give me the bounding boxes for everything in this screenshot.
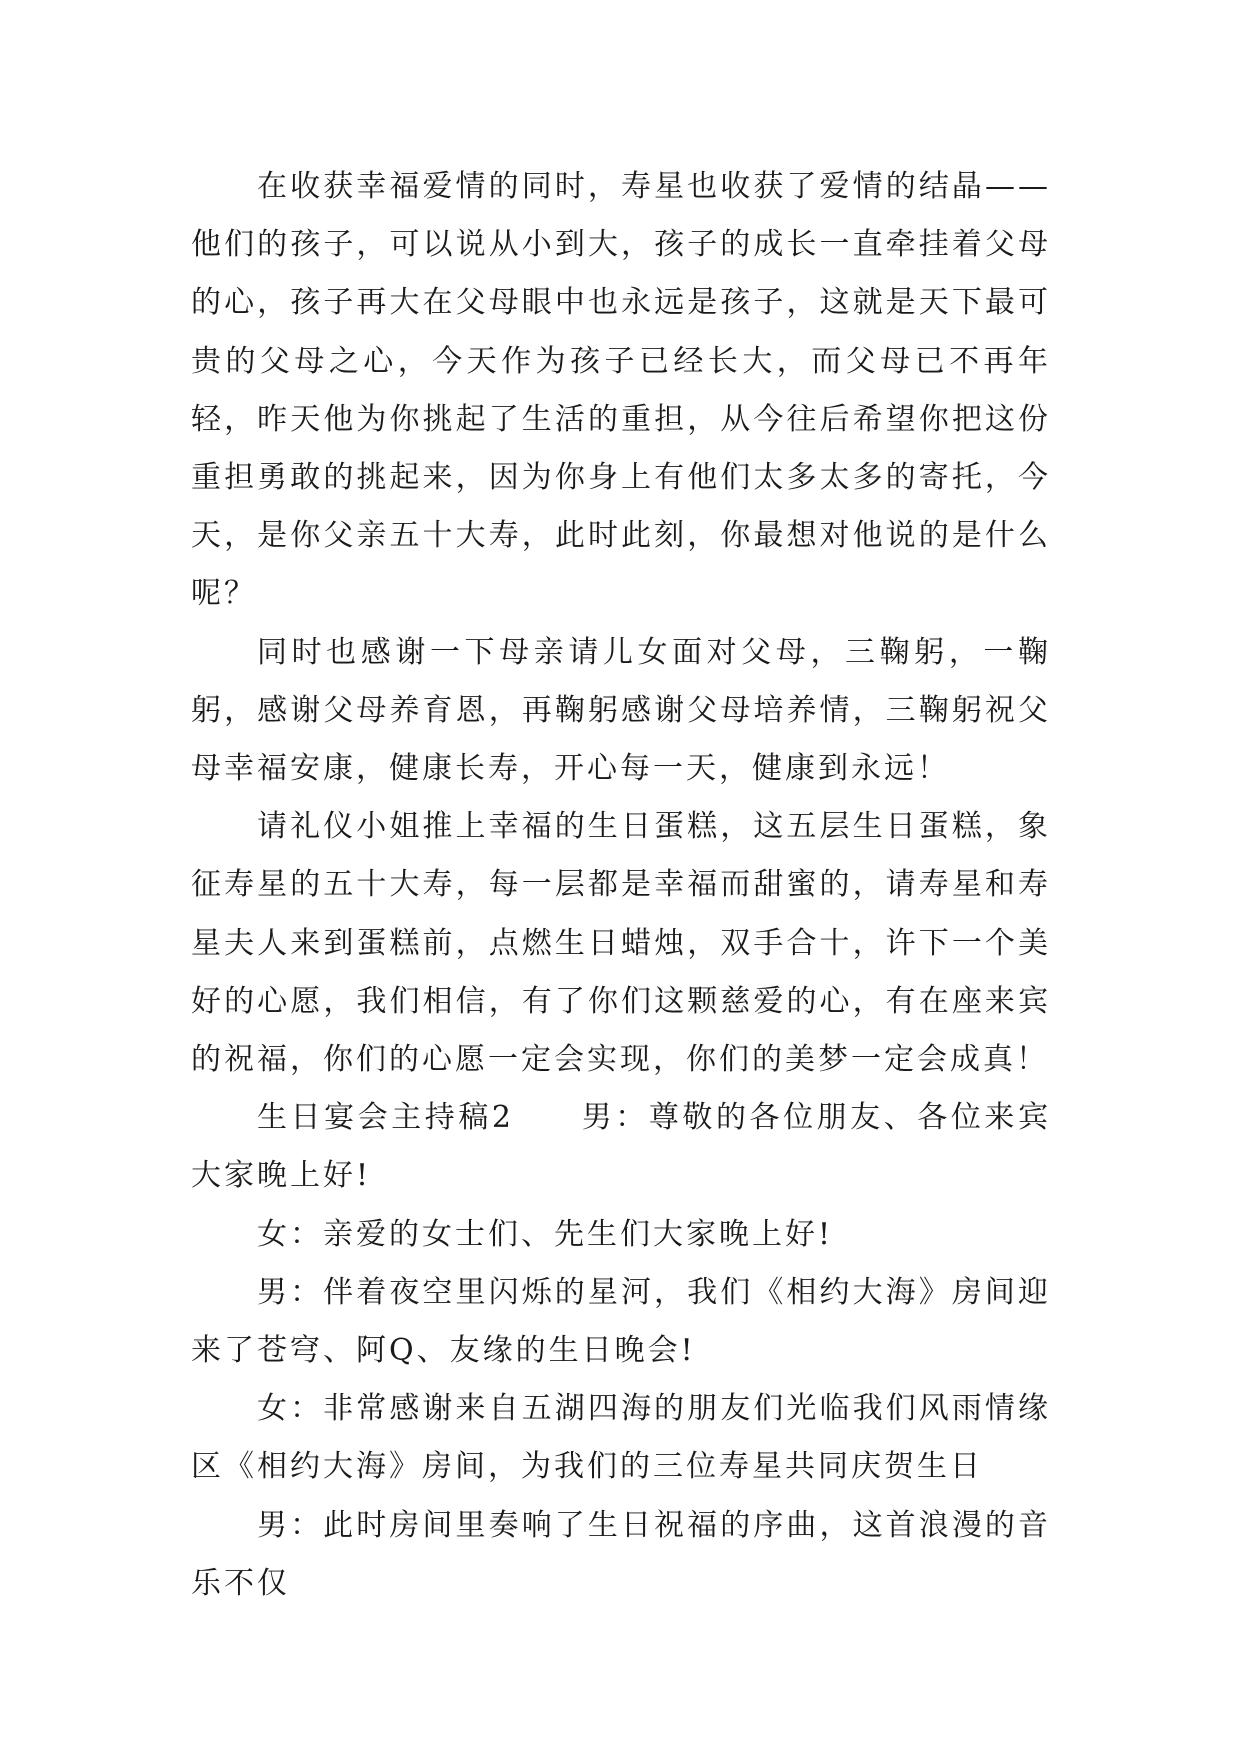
paragraph: 生日宴会主持稿2 男：尊敬的各位朋友、各位来宾大家晚上好! — [191, 1100, 1051, 1194]
paragraph: 请礼仪小姐推上幸福的生日蛋糕，这五层生日蛋糕，象征寿星的五十大寿，每一层都是幸福而甜蜜的，请寿星和寿星夫人来到蛋糕前，点燃生日蜡烛，双手合十，许下一个美好的心愿，我们相信，有了你们这颗慈爱的心，有在座来宾的祝福，你们的心愿一定会实现，你们的美梦一定会成真！ — [191, 809, 1051, 1078]
paragraph: 男：伴着夜空里闪烁的星河，我们《相约大海》房间迎来了苍穹、阿Q、友缘的生日晚会! — [191, 1274, 1051, 1369]
paragraph: 女：亲爱的女士们、先生们大家晚上好! — [257, 1216, 834, 1252]
paragraph: 男：此时房间里奏响了生日祝福的序曲，这首浪漫的音乐不仅 — [191, 1507, 1051, 1601]
paragraph: 同时也感谢一下母亲请儿女面对父母，三鞠躬，一鞠躬，感谢父母养育恩，再鞠躬感谢父母培养情，三鞠躬祝父母幸福安康，健康长寿，开心每一天，健康到永远！ — [191, 634, 1051, 787]
paragraph: 在收获幸福爱情的同时，寿星也收获了爱情的结晶——他们的孩子，可以说从小到大，孩子的成长一直牵挂着父母的心，孩子再大在父母眼中也永远是孩子，这就是天下最可贵的父母之心，今天作为孩子已经长大，而父母已不再年轻，昨天他为你挑起了生活的重担，从今往后希望你把这份重担勇敢的挑起来，因为你身上有他们太多太多的寄托，今天，是你父亲五十大寿，此时此刻，你最想对他说的是什么呢？ — [191, 169, 1051, 612]
document-body — [191, 158, 1051, 1613]
paragraph: 女：非常感谢来自五湖四海的朋友们光临我们风雨情缘区《相约大海》房间，为我们的三位寿星共同庆贺生日 — [191, 1391, 1051, 1485]
